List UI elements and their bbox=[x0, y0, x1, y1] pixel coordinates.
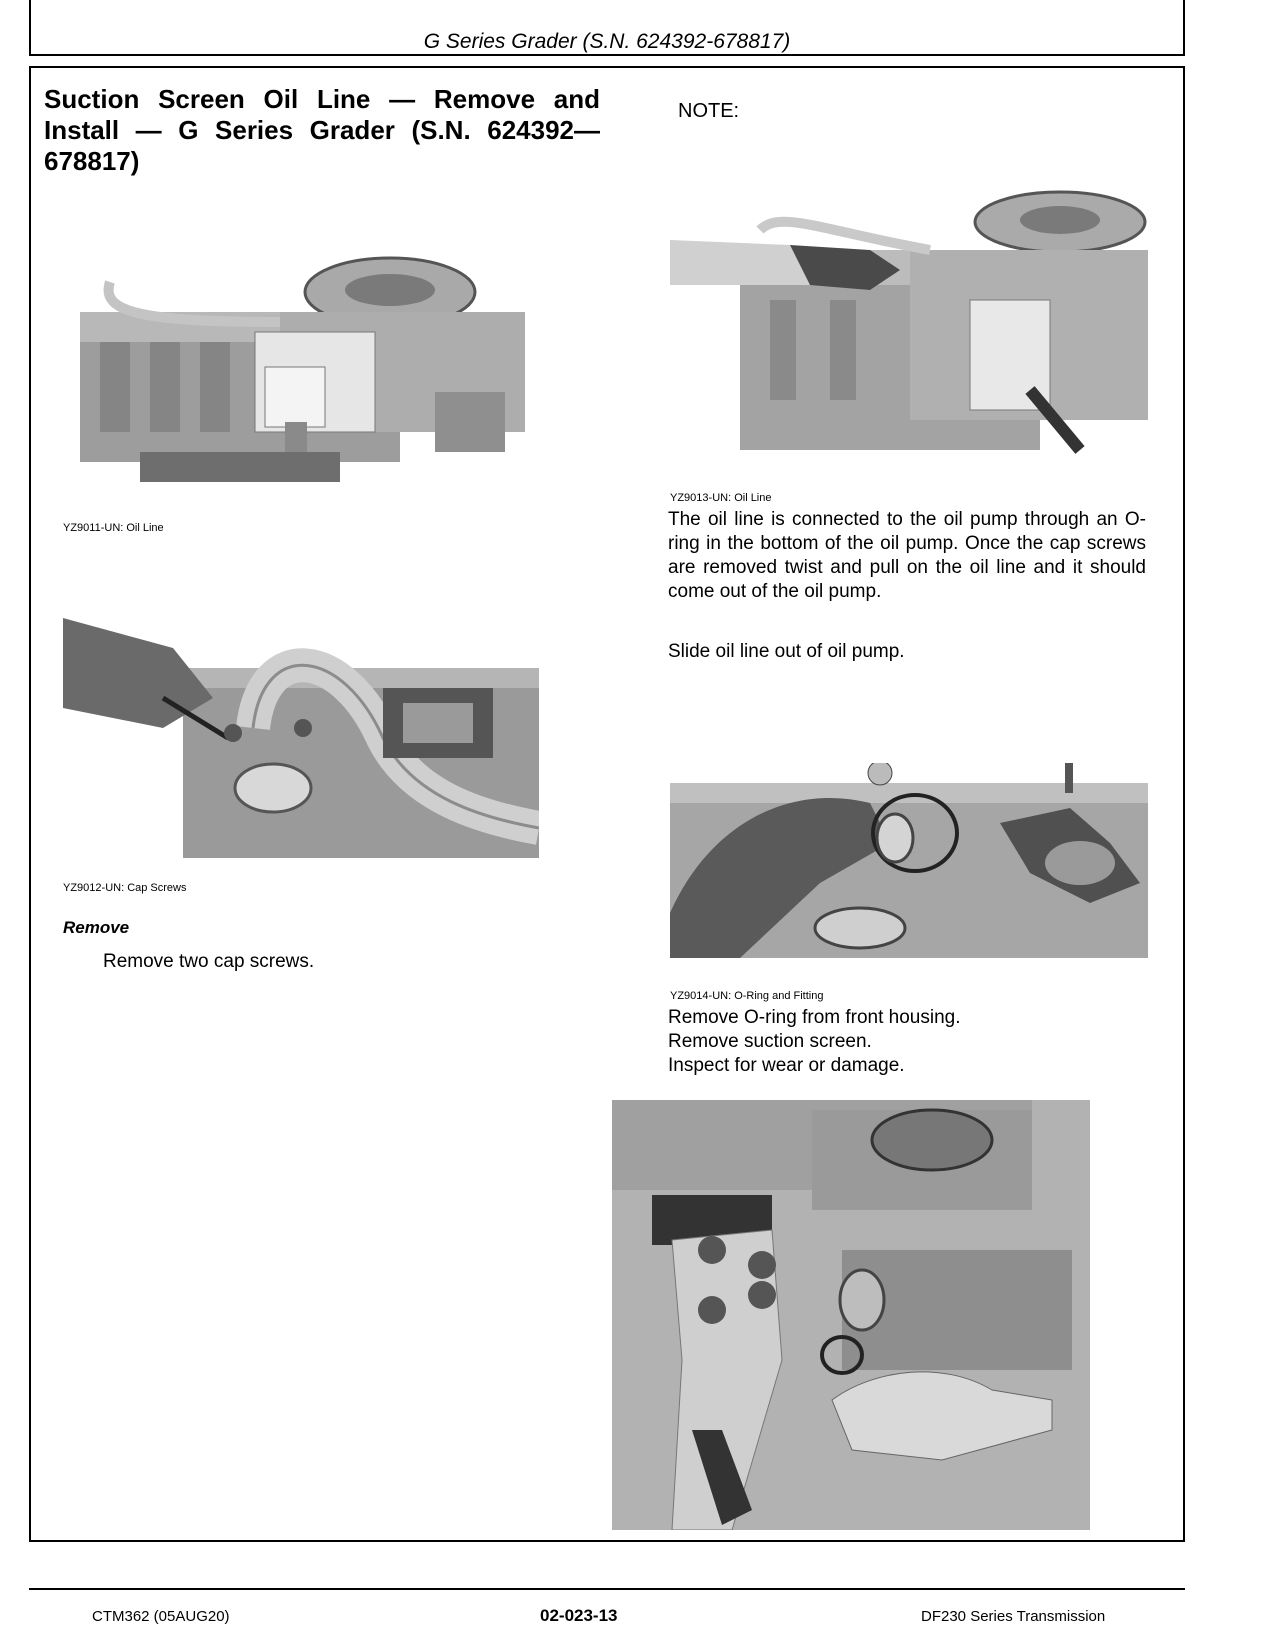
figure-o-ring-fitting-photo bbox=[670, 763, 1148, 958]
remove-subheading: Remove bbox=[63, 918, 130, 937]
footer-manual-title: DF230 Series Transmission bbox=[921, 1608, 1106, 1625]
step-text: Remove suction screen. bbox=[668, 1031, 872, 1052]
figure-oil-line-hands-photo bbox=[670, 190, 1148, 460]
footer-page-number: 02-023-13 bbox=[540, 1606, 618, 1625]
step-text: Remove two cap screws. bbox=[103, 951, 315, 972]
page-header-title: G Series Grader (S.N. 624392-678817) bbox=[423, 30, 791, 53]
step-text: Inspect for wear or damage. bbox=[668, 1055, 905, 1076]
oil-line-paragraph: The oil line is connected to the oil pump through an O-ring in the bottom of the oil pump. Once the cap screws are removed twist and pull on the oil line and it should come out of the oil pump. bbox=[668, 509, 1146, 602]
figure-cap-screws-photo bbox=[63, 618, 539, 858]
note-label: NOTE: bbox=[678, 100, 740, 122]
figure-caption: YZ9014-UN: O-Ring and Fitting bbox=[670, 990, 824, 1002]
figure-caption: YZ9012-UN: Cap Screws bbox=[63, 882, 187, 894]
step-text: Remove O-ring from front housing. bbox=[668, 1007, 961, 1028]
section-title: Suction Screen Oil Line — Remove and Install — G Series Grader (S.N. 624392—678817) bbox=[44, 84, 600, 176]
figure-caption: YZ9013-UN: Oil Line bbox=[670, 492, 772, 504]
figure-suction-screen-photo bbox=[612, 1100, 1090, 1530]
figure-oil-line-photo bbox=[80, 252, 538, 502]
footer-divider bbox=[29, 1588, 1185, 1590]
footer-doc-id: CTM362 (05AUG20) bbox=[92, 1608, 230, 1625]
figure-caption: YZ9011-UN: Oil Line bbox=[63, 522, 164, 534]
step-text: Slide oil line out of oil pump. bbox=[668, 641, 905, 662]
